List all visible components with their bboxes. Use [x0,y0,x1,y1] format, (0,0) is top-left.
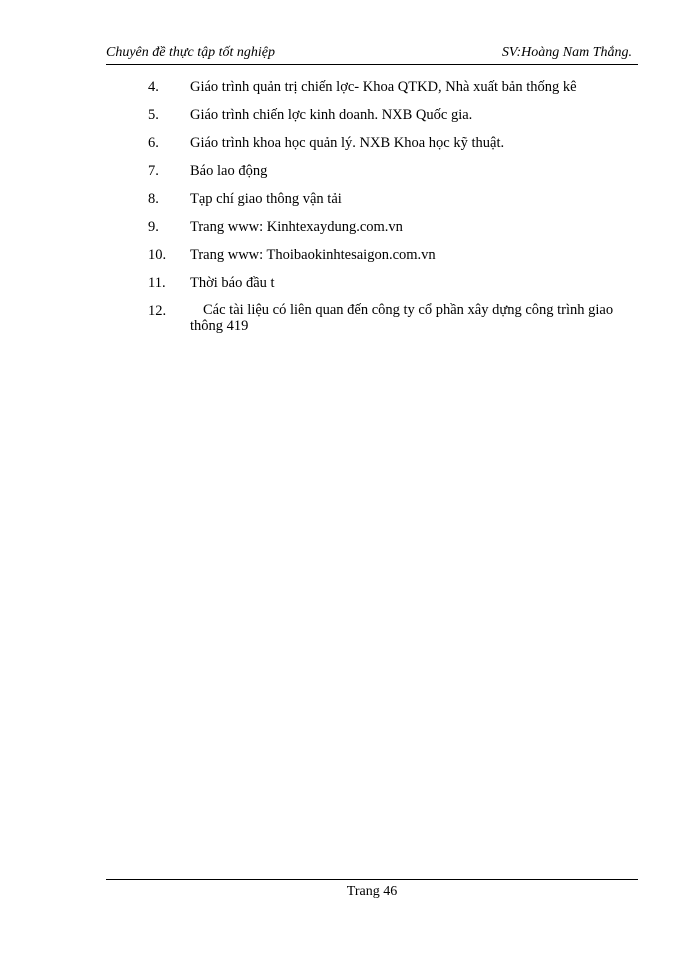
reference-item [148,78,640,96]
reference-item [148,246,640,264]
reference-number: 5. [148,107,159,123]
reference-text: Giáo trình chiến lợc kinh doanh. NXB Quốc gia. [190,107,473,123]
reference-text: Giáo trình quản trị chiến lợc- Khoa QTKD, Nhà xuất bản thống kê [190,79,577,95]
reference-text: Giáo trình khoa học quản lý. NXB Khoa học kỹ thuật. [190,135,505,151]
page-number: Trang 46 [346,884,398,899]
reference-text: Báo lao động [190,163,268,179]
reference-item [148,218,640,236]
reference-number: 4. [148,79,159,95]
reference-item [148,302,640,334]
reference-number: 11. [148,275,166,291]
reference-item [148,274,640,292]
header-author: SV:Hoàng Nam Thắng. [501,45,632,60]
reference-number: 12. [148,303,167,319]
reference-text: Các tài liệu có liên quan đến công ty cổ phần xây dựng công trình giao thông 419 [190,302,614,334]
reference-text: Trang www: Thoibaokinhtesaigon.com.vn [190,247,436,263]
reference-number: 6. [148,135,159,151]
page-footer [106,879,638,900]
reference-number: 10. [148,247,167,263]
reference-text: Tạp chí giao thông vận tải [190,191,342,207]
reference-number: 7. [148,163,159,179]
reference-text: Trang www: Kinhtexaydung.com.vn [190,219,403,235]
header-title: Chuyên đề thực tập tốt nghiệp [106,45,275,60]
reference-item [148,162,640,180]
page-header [106,44,638,65]
reference-number: 8. [148,191,159,207]
reference-item [148,190,640,208]
reference-text: Thời báo đầu t [190,275,275,291]
reference-number: 9. [148,219,159,235]
reference-item [148,106,640,124]
reference-item [148,134,640,152]
reference-list [148,78,640,344]
